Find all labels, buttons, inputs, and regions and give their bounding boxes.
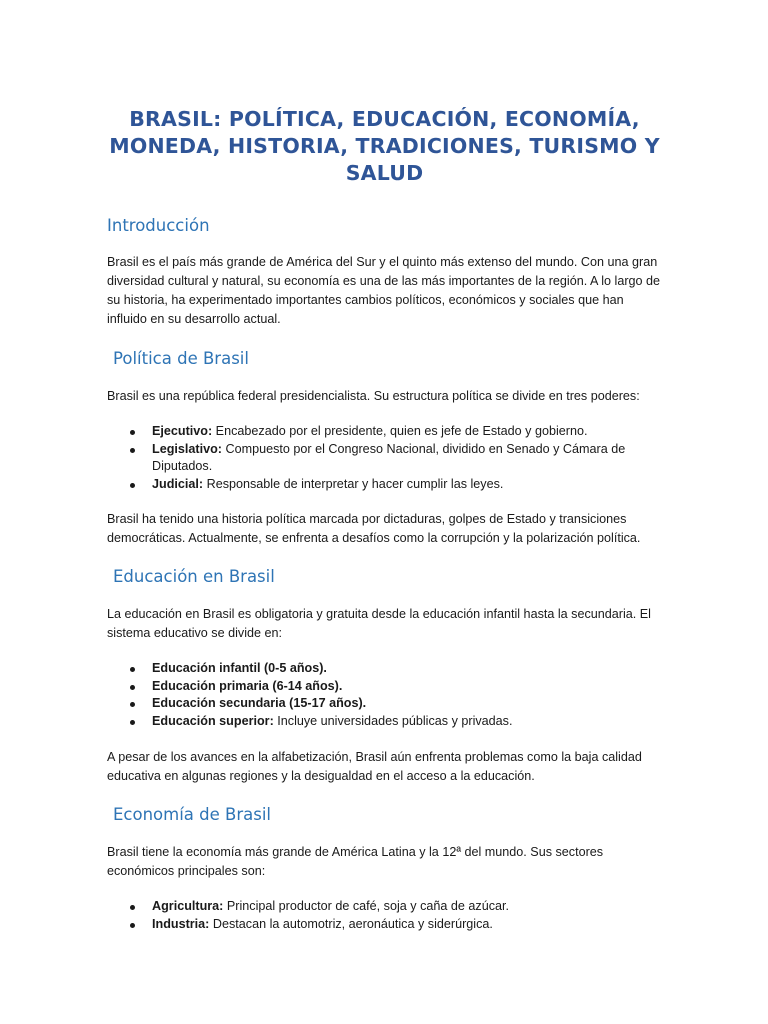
heading-politica-text: Política de Brasil [113,349,249,368]
heading-economia [107,804,662,826]
title-line-1: BRASIL: POLÍTICA, EDUCACIÓN, ECONOMÍA, [129,107,640,131]
list-item: Educación secundaria (15-17 años). [152,695,662,713]
list-item: Educación infantil (0-5 años). [152,660,662,678]
list-item: Industria: Destacan la automotriz, aeronáutica y siderúrgica. [152,916,662,934]
title-line-3: SALUD [345,161,424,185]
heading-economia-text: Economía de Brasil [113,805,272,824]
educacion-paragraph-1: La educación en Brasil es obligatoria y gratuita desde la educación infantil hasta la secundaria. El sistema educativo se divide en: [107,607,651,640]
heading-educacion-text: Educación en Brasil [113,567,275,586]
politica-paragraph-1: Brasil es una república federal presidencialista. Su estructura política se divide en tres poderes: [107,389,640,403]
heading-introduccion: Introducción [107,216,210,235]
intro-paragraph: Brasil es el país más grande de América del Sur y el quinto más extenso del mundo. Con una gran diversidad cultural y natural, su economía es una de las más importantes de la región. A lo largo de su historia, ha experimentado importantes cambios políticos, económicos y sociales que han influido en su desarrollo actual. [107,255,661,326]
politica-paragraph-2: Brasil ha tenido una historia política marcada por dictaduras, golpes de Estado y transiciones democráticas. Actualmente, se enfrenta a desafíos como la corrupción y la polarización política. [107,512,641,545]
economia-paragraph-1: Brasil tiene la economía más grande de América Latina y la 12ª del mundo. Sus sectores económicos principales son: [107,845,604,878]
list-item: Educación primaria (6-14 años). [152,678,662,696]
list-item: Agricultura: Principal productor de café, soja y caña de azúcar. [152,898,662,916]
list-item: Ejecutivo: Encabezado por el presidente, quien es jefe de Estado y gobierno. [152,423,662,441]
heading-educacion [107,566,662,588]
politica-list [107,423,662,493]
heading-politica [107,348,662,370]
title-line-2: MONEDA, HISTORIA, TRADICIONES, TURISMO Y [109,134,660,158]
list-item: Legislativo: Compuesto por el Congreso Nacional, dividido en Senado y Cámara de Diputados. [152,441,662,476]
list-item: Educación superior: Incluye universidades públicas y privadas. [152,713,662,731]
page-title [107,0,662,187]
economia-list [107,898,662,933]
educacion-list [107,660,662,730]
list-item: Judicial: Responsable de interpretar y hacer cumplir las leyes. [152,476,662,494]
educacion-paragraph-2: A pesar de los avances en la alfabetización, Brasil aún enfrenta problemas como la baja calidad educativa en algunas regiones y la desigualdad en el acceso a la educación. [107,750,642,783]
